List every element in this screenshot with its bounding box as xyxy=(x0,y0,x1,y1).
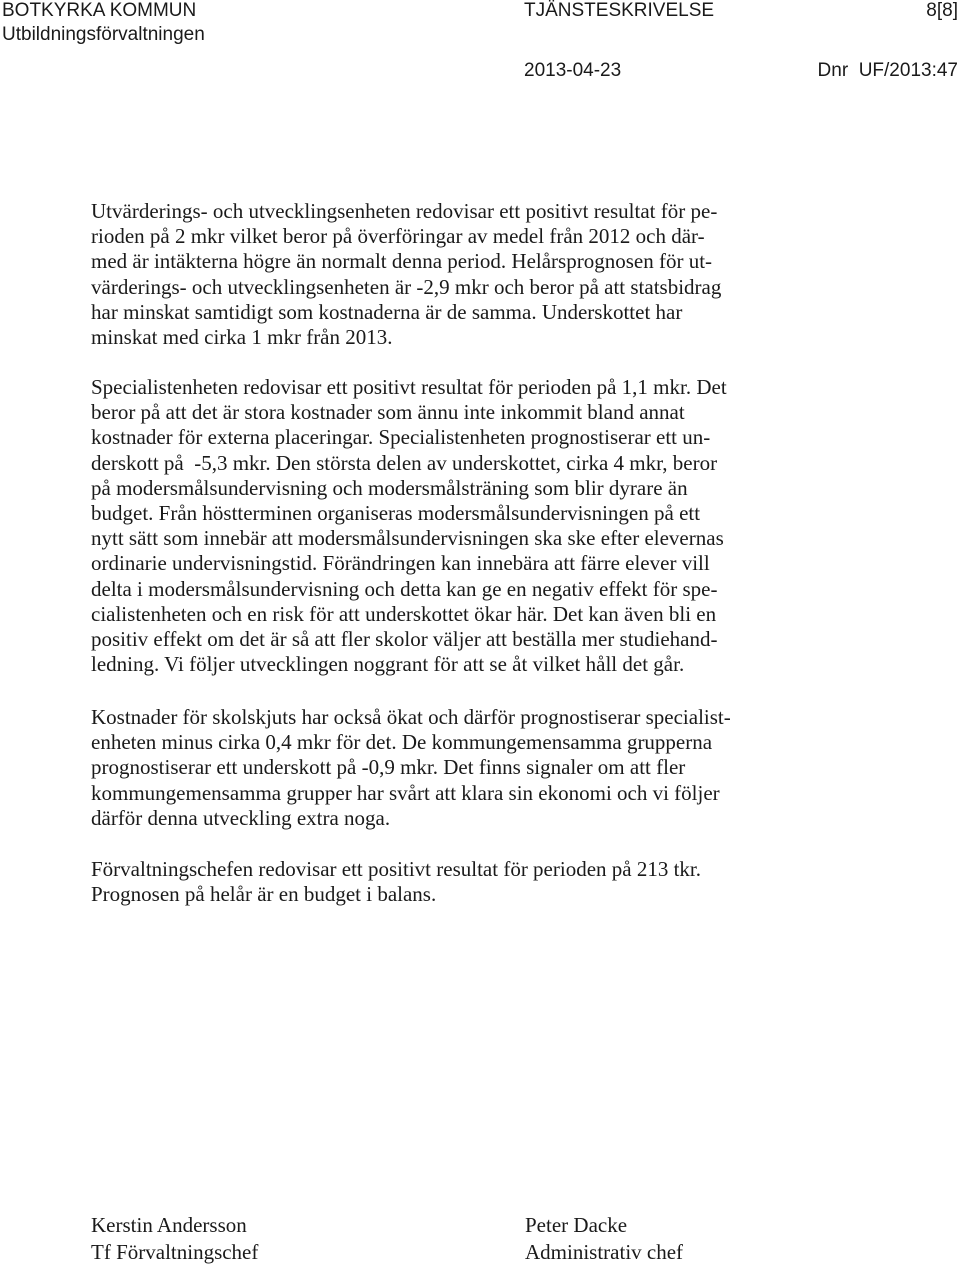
signatory-title: Administrativ chef xyxy=(525,1240,684,1264)
paragraph-evaluation-unit xyxy=(91,199,831,350)
document-type: TJÄNSTESKRIVELSE xyxy=(524,0,715,21)
paragraph-specialist-unit xyxy=(91,375,831,677)
text-line: delta i modersmålsundervisning och detta kan ge en negativ effekt för spe- xyxy=(91,576,718,601)
text-line: Specialistenheten redovisar ett positivt resultat för perioden på 1,1 mkr. Det xyxy=(91,375,727,399)
signature-block-left xyxy=(91,1212,258,1266)
organization-name: BOTKYRKA KOMMUN xyxy=(2,0,197,21)
registration-number: Dnr UF/2013:47 xyxy=(817,60,958,81)
text-line: cialistenheten och en risk för att underskottet ökar här. Det kan även bli en xyxy=(91,601,717,626)
text-line: Utvärderings- och utvecklingsenheten redovisar ett positivt resultat för pe- xyxy=(91,199,718,223)
text-line: kostnader för externa placeringar. Specialistenheten prognostiserar ett un- xyxy=(91,425,711,450)
text-line: Förvaltningschefen redovisar ett positivt resultat för perioden på 213 tkr. xyxy=(91,857,702,881)
text-line: på modersmålsundervisning och modersmålsträning som blir dyrare än xyxy=(91,475,688,500)
text-line: med är intäkterna högre än normalt denna period. Helårsprognosen för ut- xyxy=(91,249,713,274)
text-line: prognostiserar ett underskott på -0,9 mkr. Det finns signaler om att fler xyxy=(91,755,686,780)
signatory-name: Peter Dacke xyxy=(525,1213,628,1237)
text-line: värderings- och utvecklingsenheten är -2,9 mkr och beror på att statsbidrag xyxy=(91,274,722,299)
text-line: Prognosen på helår är en budget i balans. xyxy=(91,882,437,907)
text-line: minskat med cirka 1 mkr från 2013. xyxy=(91,325,393,350)
text-line: beror på att det är stora kostnader som ännu inte inkommit bland annat xyxy=(91,400,685,425)
signature-block-right xyxy=(525,1212,683,1266)
text-line: enheten minus cirka 0,4 mkr för det. De kommungemensamma grupperna xyxy=(91,730,713,755)
text-line: Kostnader för skolskjuts har också ökat och därför prognostiserar specialist- xyxy=(91,705,731,729)
text-line: budget. Från höstterminen organiseras modersmålsundervisningen på ett xyxy=(91,501,701,526)
text-line: positiv effekt om det är så att fler skolor väljer att beställa mer studiehand- xyxy=(91,627,718,652)
page-number: 8[8] xyxy=(926,0,958,21)
text-line: rioden på 2 mkr vilket beror på överföringar av medel från 2012 och där- xyxy=(91,224,705,249)
text-line: därför denna utveckling extra noga. xyxy=(91,805,391,830)
document-date: 2013-04-23 xyxy=(524,60,622,81)
department-name: Utbildningsförvaltningen xyxy=(2,24,205,45)
signatory-name: Kerstin Andersson xyxy=(91,1213,247,1237)
text-line: derskott på -5,3 mkr. Den största delen av underskottet, cirka 4 mkr, beror xyxy=(91,450,718,475)
text-line: nytt sätt som innebär att modersmålsundervisningen ska ske efter elevernas xyxy=(91,526,724,551)
paragraph-school-transport xyxy=(91,705,831,831)
paragraph-administration-head xyxy=(91,857,831,907)
text-line: ledning. Vi följer utvecklingen noggrant för att se åt vilket håll det går. xyxy=(91,652,685,677)
text-line: ordinarie undervisningstid. Förändringen kan innebära att färre elever vill xyxy=(91,551,710,576)
text-line: kommungemensamma grupper har svårt att klara sin ekonomi och vi följer xyxy=(91,780,720,805)
signatory-title: Tf Förvaltningschef xyxy=(91,1240,259,1264)
text-line: har minskat samtidigt som kostnaderna är de samma. Underskottet har xyxy=(91,299,683,324)
